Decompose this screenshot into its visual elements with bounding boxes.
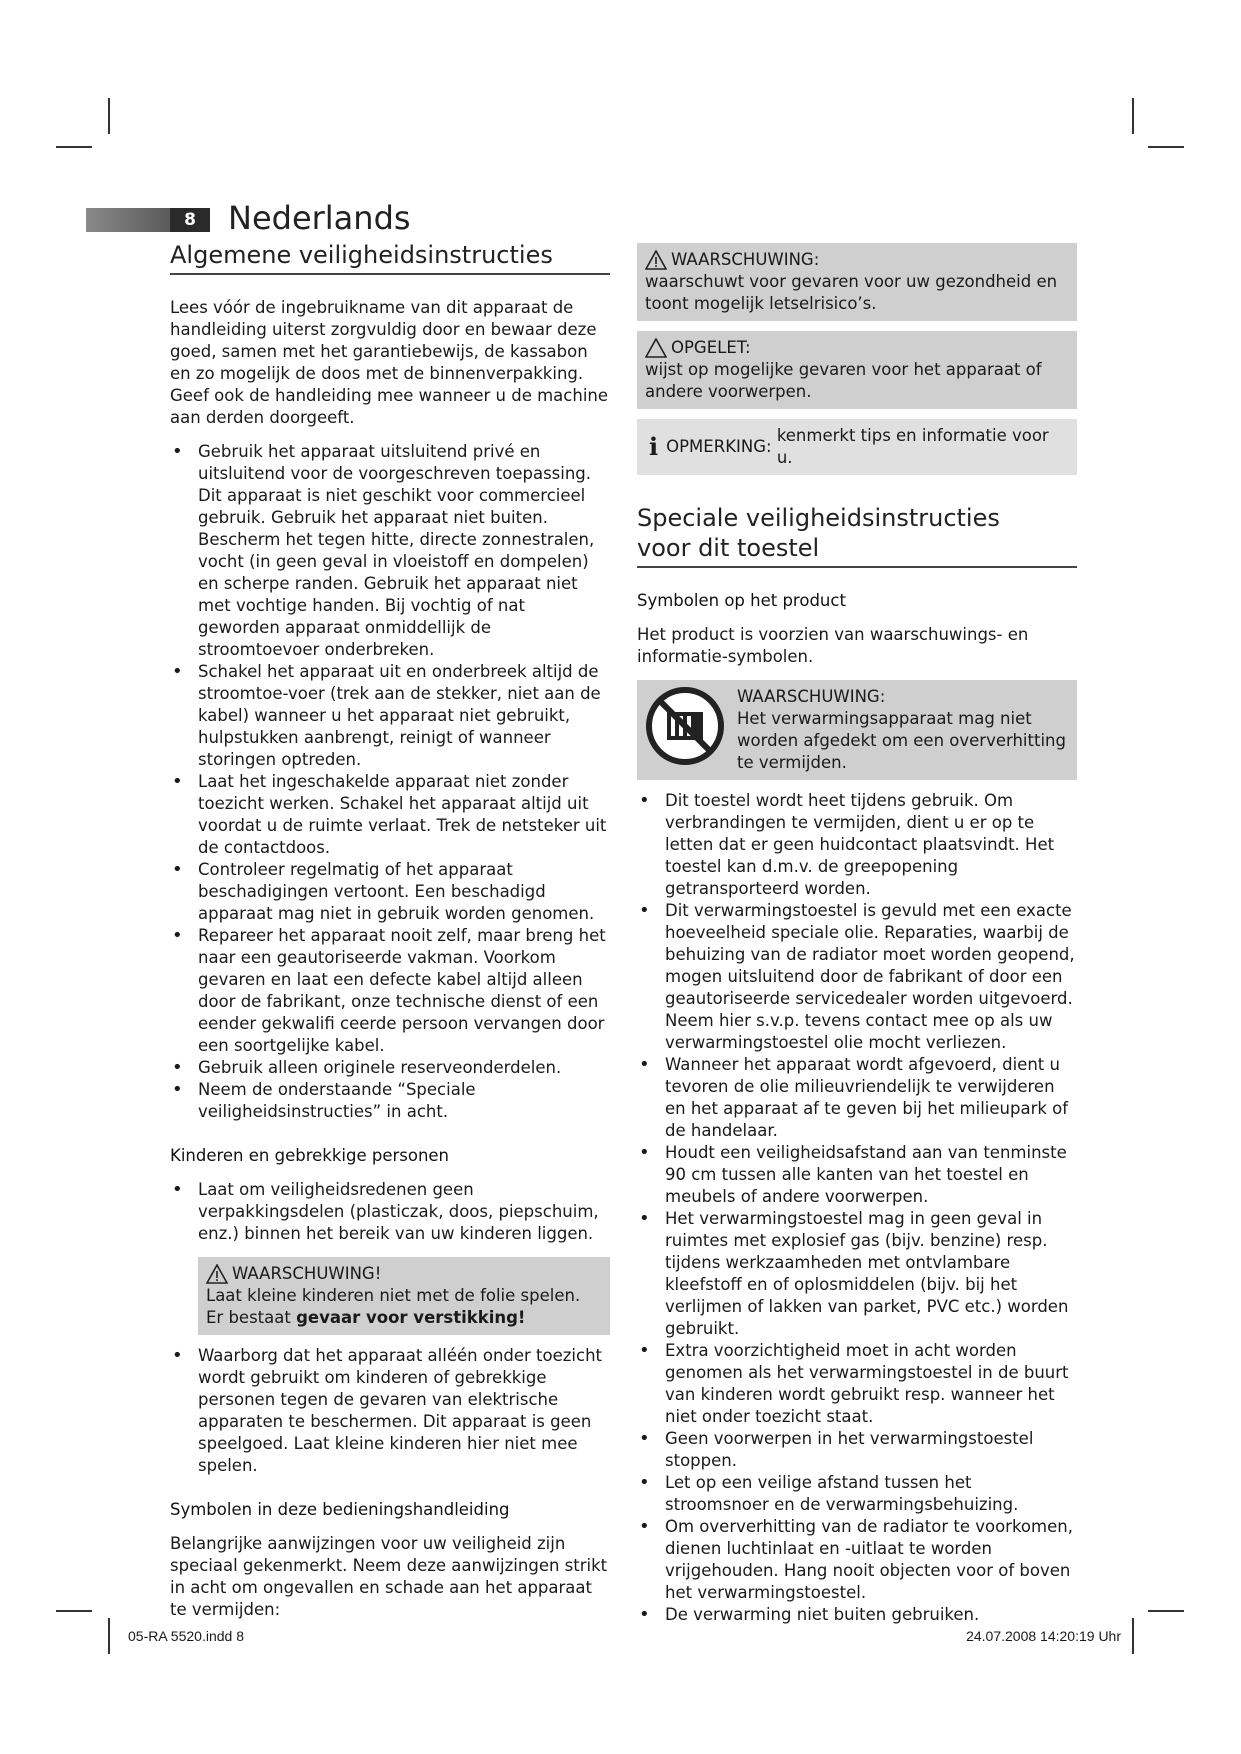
- header-bar: [86, 208, 170, 232]
- special-heading-line2: voor dit toestel: [637, 534, 820, 562]
- crop-mark: [1148, 1610, 1184, 1612]
- warning-bold-text: gevaar voor verstikking!: [296, 1308, 526, 1327]
- list-item: • Het verwarmingstoestel mag in geen geval in ruimtes met explosief gas (bijv. benzine) resp. tijdens werkzaamheden met ontvlambare kleefstoff en of oplosmiddelen (bijv. bij het verlijmen of lakken van parket, PVC etc.) worden gebruikt.: [637, 1208, 1077, 1340]
- intro-paragraph: Lees vóór de ingebruikname van dit apparaat de handleiding uiterst zorgvuldig door en bewaar deze goed, samen met het garantiebewijs, de kassabon en zo mogelijk de doos met de binnenverpakking. Geef ook de handleiding mee wanneer u de machine aan derden doorgeeft.: [170, 298, 609, 427]
- crop-mark: [56, 146, 92, 148]
- legend-warning-label: WAARSCHUWING:: [671, 250, 820, 269]
- crop-mark: [108, 1618, 110, 1654]
- list-item: • Extra voorzichtigheid moet in acht worden genomen als het verwarmingstoestel in de buurt van kinderen wordt gebruikt resp. wanneer het niet onder toezicht staat.: [637, 1340, 1077, 1428]
- warning-box-children: [198, 1257, 610, 1335]
- special-heading-line1: Speciale veiligheidsinstructies: [637, 504, 1000, 532]
- warning-label: WAARSCHUWING!: [232, 1264, 382, 1283]
- list-item: • Houdt een veiligheidsafstand aan van tenminste 90 cm tussen alle kanten van het toestel en meubels of andere voorwerpen.: [637, 1142, 1077, 1208]
- legend-note-box: [637, 419, 1077, 475]
- legend-caution-text: wijst op mogelijke gevaren voor het apparaat of andere voorwerpen.: [645, 360, 1042, 401]
- symbols-manual-text: Belangrijke aanwijzingen voor uw veiligheid zijn speciaal gekenmerkt. Neem deze aanwijzingen strikt in acht om ongevallen en schade aan het apparaat te vermijden:: [170, 1534, 608, 1619]
- crop-mark: [56, 1610, 92, 1612]
- list-item: • Laat om veiligheidsredenen geen verpakkingsdelen (plasticzak, doos, piepschuim, enz.) binnen het bereik van uw kinderen liggen.: [170, 1179, 610, 1245]
- list-item: • Let op een veilige afstand tussen het stroomsnoer en de verwarmingsbehuizing.: [637, 1472, 1077, 1516]
- caution-triangle-icon: [645, 338, 667, 358]
- section-heading-general: Algemene veiligheidsinstructies: [170, 240, 610, 275]
- crop-mark: [1132, 98, 1134, 134]
- warning-text: Laat kleine kinderen niet met de folie spelen. Er bestaat: [206, 1286, 581, 1327]
- section-heading-special: [637, 503, 1077, 568]
- symbols-product-text: Het product is voorzien van waarschuwings- en informatie-symbolen.: [637, 625, 1029, 666]
- list-item: • Om oververhitting van de radiator te voorkomen, dienen luchtinlaat en -uitlaat te worden vrijgehouden. Hang nooit objecten voor of boven het verwarmingstoestel.: [637, 1516, 1077, 1604]
- special-bullet-list: [637, 790, 1077, 1626]
- do-not-cover-icon: [645, 686, 725, 766]
- product-warning-box: [637, 680, 1077, 780]
- list-item: • Wanneer het apparaat wordt afgevoerd, dient u tevoren de olie milieuvriendelijk te verwijderen en het apparaat af te geven bij het milieupark of de handelaar.: [637, 1054, 1077, 1142]
- footer-file-info: 05-RA 5520.indd 8: [128, 1628, 244, 1644]
- right-column: [637, 243, 1077, 1638]
- list-item: • Dit toestel wordt heet tijdens gebruik. Om verbrandingen te vermijden, dient u er op te letten dat er geen huidcontact plaatsvindt. Het toestel kan d.m.v. de greepopening getransporteerd worden.: [637, 790, 1077, 900]
- crop-mark: [1132, 1618, 1134, 1654]
- list-item: • De verwarming niet buiten gebruiken.: [637, 1604, 1077, 1626]
- children-heading: Kinderen en gebrekkige personen: [170, 1146, 450, 1165]
- legend-note-label: OPMERKING:: [666, 437, 772, 456]
- list-item: • Waarborg dat het apparaat alléén onder toezicht wordt gebruikt om kinderen of gebrekkige personen tegen de gevaren van elektrische apparaten te beschermen. Dit apparaat is geen speelgoed. Laat kleine kinderen hier niet mee spelen.: [170, 1345, 610, 1477]
- symbols-manual-heading: Symbolen in deze bedieningshandleiding: [170, 1500, 510, 1519]
- list-item: • Repareer het apparaat nooit zelf, maar breng het naar een geautoriseerde vakman. Voorkom gevaren en laat een defecte kabel altijd alleen door de fabrikant, onze technische dienst of een eender gekwalifi ceerde persoon vervangen door een soortgelijke kabel.: [170, 925, 610, 1057]
- crop-mark: [1148, 146, 1184, 148]
- symbols-product-heading: Symbolen op het product: [637, 591, 846, 610]
- warning-triangle-icon: [206, 1264, 228, 1284]
- legend-caution-box: [637, 331, 1077, 409]
- left-column: [170, 240, 610, 1633]
- warning-triangle-icon: [645, 250, 667, 270]
- list-item: • Gebruik het apparaat uitsluitend privé en uitsluitend voor de voorgeschreven toepassing. Dit apparaat is niet geschikt voor commercieel gebruik. Gebruik het apparaat niet buiten. Bescherm het tegen hitte, directe zonnestralen, vocht (in geen geval in vloeistoff en dompelen) en scherpe randen. Gebruik het apparaat niet met vochtige handen. Bij vochtig of nat geworden apparaat onmiddellijk de stroomtoevoer onderbreken.: [170, 441, 610, 661]
- list-item: • Laat het ingeschakelde apparaat niet zonder toezicht werken. Schakel het apparaat altijd uit voordat u de ruimte verlaat. Trek de netsteker uit de contactdoos.: [170, 771, 610, 859]
- crop-mark: [108, 98, 110, 134]
- list-item: • Controleer regelmatig of het apparaat beschadigingen vertoont. Een beschadigd apparaat mag niet in gebruik worden genomen.: [170, 859, 610, 925]
- list-item: • Neem de onderstaande “Speciale veiligheidsinstructies” in acht.: [170, 1079, 610, 1123]
- product-warning-label: WAARSCHUWING:: [737, 687, 886, 706]
- legend-caution-label: OPGELET:: [671, 338, 751, 357]
- list-item: • Schakel het apparaat uit en onderbreek altijd de stroomtoe-voer (trek aan de stekker, niet aan de kabel) wanneer u het apparaat niet gebruikt, hulpstukken aanbrengt, reinigt of wanneer storingen optreden.: [170, 661, 610, 771]
- list-item: • Dit verwarmingstoestel is gevuld met een exacte hoeveelheid speciale olie. Reparaties, waarbij de behuizing van de radiator moet worden geopend, mogen uitsluitend door de fabrikant of door een geautoriseerde servicedealer worden uitgevoerd. Neem hier s.v.p. tevens contact mee op als uw verwarmingstoestel olie mocht verliezen.: [637, 900, 1077, 1054]
- children-bullet-list: [170, 1179, 610, 1245]
- page-number: 8: [170, 208, 210, 232]
- list-item: • Gebruik alleen originele reserveonderdelen.: [170, 1057, 610, 1079]
- legend-warning-text: waarschuwt voor gevaren voor uw gezondheid en toont mogelijk letselrisico’s.: [645, 272, 1058, 313]
- general-bullet-list: [170, 441, 610, 1123]
- product-warning-text: Het verwarmingsapparaat mag niet worden afgedekt om een oververhitting te vermijden.: [737, 709, 1066, 772]
- legend-note-text: kenmerkt tips en informatie voor u.: [776, 426, 1049, 467]
- language-title: Nederlands: [228, 199, 411, 237]
- legend-warning-box: [637, 243, 1077, 321]
- info-icon: i: [649, 432, 659, 461]
- list-item: • Geen voorwerpen in het verwarmingstoestel stoppen.: [637, 1428, 1077, 1472]
- footer-timestamp: 24.07.2008 14:20:19 Uhr: [966, 1628, 1121, 1644]
- children-bullet-list-2: [170, 1345, 610, 1477]
